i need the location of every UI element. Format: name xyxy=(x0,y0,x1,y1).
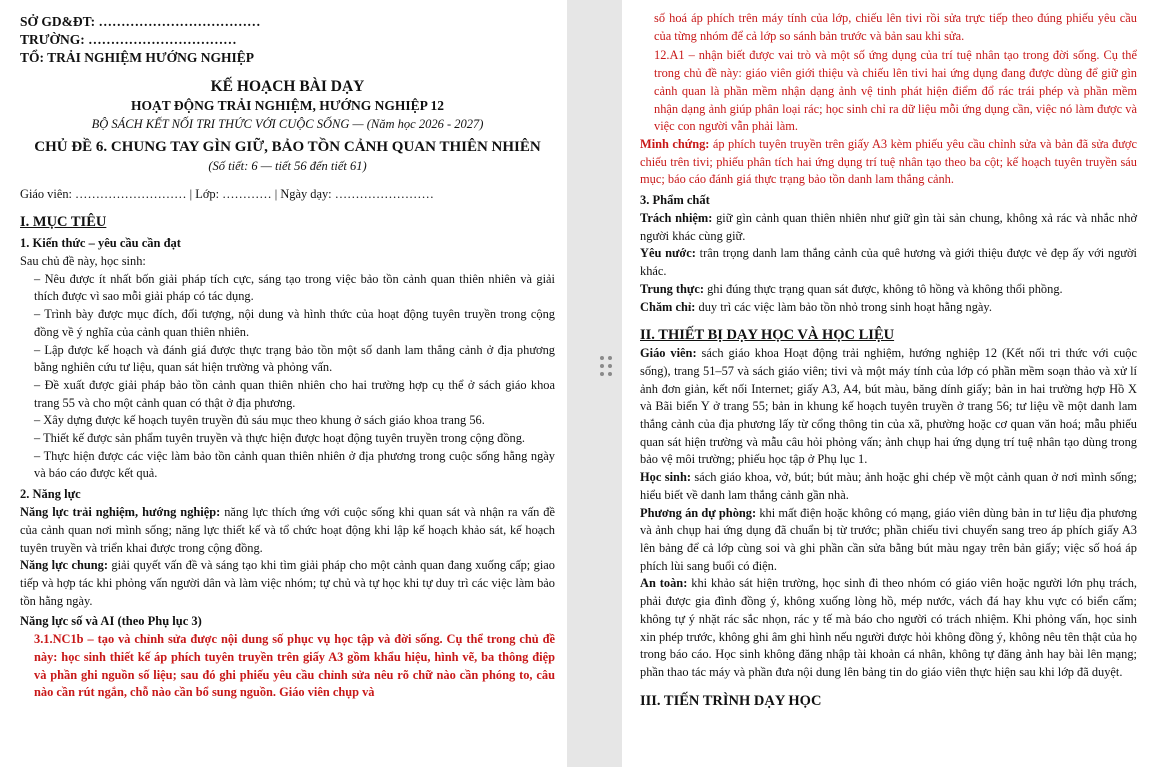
goal-item: – Thiết kế được sản phẩm tuyên truyền và thực hiện được hoạt động tuyên truyền trong cộng đồng. xyxy=(34,431,526,446)
goal-item: – Trình bày được mục đích, đối tượng, nội dung và hình thức của hoạt động tuyên truyền trong cộng đồng về ý nghĩa của cảnh quan thiên nhiên. xyxy=(34,307,555,339)
nc1b-continued: số hoá áp phích trên máy tính của lớp, chiếu lên tivi rồi sửa trực tiếp theo đúng phiếu yêu cầu của từng nhóm để cả lớp so sánh bản trước và bản sau khi sửa. xyxy=(654,11,1137,43)
equipment-student: Học sinh: sách giáo khoa, vở, bút; bút màu; ảnh hoặc ghi chép về một cảnh quan ở nơi mình sống; hiểu biết về danh lam thắng cảnh gần nhà. xyxy=(640,470,1137,502)
goal-item: – Lập được kế hoạch và đánh giá được thực trạng bảo tồn một số danh lam thắng cảnh ở địa phương bằng nghiên cứu tư liệu, quan sát hiện trường và phỏng vấn. xyxy=(34,342,555,375)
drag-handle-icon[interactable] xyxy=(600,356,614,378)
teacher-class-date-line: Giáo viên: ……………………… | Lớp: ………… | Ngày dạy: …………………… xyxy=(20,187,434,201)
quality-item: Chăm chỉ: duy trì các việc làm bảo tồn nhỏ trong sinh hoạt hằng ngày. xyxy=(640,299,992,314)
equipment-teacher: Giáo viên: sách giáo khoa Hoạt động trải nghiệm, hướng nghiệp 12 (Kết nối tri thức với cuộc sống), trang 51–57 và sách giáo viên; tivi và một máy tính của lớp có phần mềm soạn thảo và xử lí ảnh đơn giản, kết nối Internet; giấy A3, A4, bút màu, băng dính giấy; bản in hai trường hợp Hồ X và Bãi biển Y ở trang 55; bản in khung kế hoạch tuyên truyền ở trang 56; tư liệu về một danh lam thắng cảnh của địa phương lấy từ cổng thông tin của xã, phường hoặc cơ quan văn hoá; mẫu phiếu quan sát hiện trường và mẫu câu hỏi phỏng vấn; ảnh chụp hai ứng dụng trí tuệ nhân tạo dùng trong bảo vệ môi trường; phiếu học tập ở Phụ lục 1. xyxy=(640,346,1137,467)
header-truong: TRƯỜNG: …………………………… xyxy=(20,32,237,47)
goal-item: – Đề xuất được giải pháp bảo tồn cảnh quan thiên nhiên cho hai trường hợp cụ thể ở sách giáo khoa trang 55 và cho một cảnh quan có thật ở địa phương. xyxy=(34,377,555,410)
subsection-qualities: 3. Phẩm chất xyxy=(640,193,710,208)
document-page-left xyxy=(0,0,567,767)
equipment-safety: An toàn: khi khảo sát hiện trường, học sinh đi theo nhóm có giáo viên hoặc người lớn phụ trách, phải được gia đình đồng ý, không xuống lòng hồ, mép nước, vách đá hay khu vực có biển cấm; không tự ý nhặt rác sắc nhọn, rác y tế mà báo cho người có trách nhiệm. Khi phỏng vấn, học sinh xin phép trước, không ghi âm ghi hình nếu người được hỏi không đồng ý, không nêu tên thật của họ trong báo cáo. Học sinh không đăng nhập tài khoản cá nhân, không tự đăng ảnh hay bài lên mạng; phần thao tác máy và phần đưa nội dung lên bảng tin do giáo viên thực hiện sau khi lớp đã duyệt. xyxy=(640,576,1137,679)
header-so: SỞ GD&ĐT: ……………………………… xyxy=(20,14,261,29)
book-series: BỘ SÁCH KẾT NỐI TRI THỨC VỚI CUỘC SỐNG — (Năm học 2026 - 2027) xyxy=(91,117,484,131)
competency-nc1b: 3.1.NC1b – tạo và chỉnh sửa được nội dung số phục vụ học tập và đời sống. Cụ thể trong chủ đề này: học sinh thiết kế áp phích tuyên truyền trên giấy A3 gồm khẩu hiệu, hình vẽ, ba thông điệp và phần ghi nguồn số liệu; sau đó ghi phiếu yêu cầu chỉnh sửa nêu rõ chữ nào cần phóng to, câu nào cần rút ngắn, chỗ nào cần bổ sung nguồn. Giáo viên chụp và xyxy=(34,632,555,700)
evidence-paragraph: Minh chứng: áp phích tuyên truyền trên giấy A3 kèm phiếu yêu cầu chỉnh sửa và bản đã sửa được chiếu trên tivi; phiếu phân tích hai ứng dụng trí tuệ nhân tạo theo ba cột; kế hoạch tuyên truyền sáu mục; báo cáo đánh giá thực trạng bảo tồn danh lam thắng cảnh. xyxy=(640,136,1137,187)
plan-title: KẾ HOẠCH BÀI DẠY xyxy=(210,78,365,95)
equipment-backup-plan: Phương án dự phòng: khi mất điện hoặc không có mạng, giáo viên dùng bản in tư liệu địa phương và ảnh chụp hai ứng dụng đã chuẩn bị từ trước; phần chiếu tivi chuyển sang treo áp phích giấy A3 lên bảng để cả lớp cùng soi và ghi phần cần sửa bằng bút màu ngay trên bản giấy; việc số hoá áp phích lùi sang buổi có điện. xyxy=(640,505,1137,573)
subsection-knowledge: 1. Kiến thức – yêu cầu cần đạt xyxy=(20,236,181,250)
section-objectives: I. MỤC TIÊU xyxy=(20,214,107,230)
quality-item: Trung thực: ghi đúng thực trạng quan sát được, không tô hồng và không thổi phồng. xyxy=(640,281,1063,296)
page-gap xyxy=(567,0,622,767)
competency-a1: 12.A1 – nhận biết được vai trò và một số ứng dụng của trí tuệ nhân tạo trong đời sống. Cụ thể trong chủ đề này: giáo viên giới thiệu và chiếu lên tivi hai ứng dụng đang được dùng để giữ gìn cảnh quan là phần mềm nhận dạng ảnh vệ tinh phát hiện điểm đổ rác trái phép và phần mềm nhận dạng ảnh giúp phân loại rác; học sinh chỉ ra dữ liệu mỗi ứng dụng cần, việc nó làm được và việc con người vẫn phải làm. xyxy=(654,48,1137,134)
quality-item: Yêu nước: trân trọng danh lam thắng cảnh của quê hương và giới thiệu được vẻ đẹp ấy với người khác. xyxy=(640,246,1137,279)
quality-item: Trách nhiệm: giữ gìn cảnh quan thiên nhiên như giữ gìn tài sản chung, không xả rác và nhắc nhở người khác cùng giữ. xyxy=(640,211,1137,243)
topic-title: CHỦ ĐỀ 6. CHUNG TAY GÌN GIỮ, BẢO TỒN CẢNH QUAN THIÊN NHIÊN xyxy=(34,139,541,155)
document-page-right xyxy=(622,0,1150,767)
lesson-count: (Số tiết: 6 — tiết 56 đến tiết 61) xyxy=(208,159,367,173)
section-equipment: II. THIẾT BỊ DẠY HỌC VÀ HỌC LIỆU xyxy=(640,327,895,344)
competency-general: Năng lực chung: giải quyết vấn đề và sáng tạo khi tìm giải pháp cho một cảnh quan đang xuống cấp; giao tiếp và hợp tác khi phỏng vấn người dân và làm việc nhóm; tự chủ và tự học khi tự duy trì các việc làm bảo tồn hằng ngày. xyxy=(20,558,555,608)
intro-text: Sau chủ đề này, học sinh: xyxy=(20,254,146,268)
header-to: TỔ: TRẢI NGHIỆM HƯỚNG NGHIỆP xyxy=(20,50,255,65)
goal-item: – Xây dựng được kế hoạch tuyên truyền đủ sáu mục theo khung ở sách giáo khoa trang 56. xyxy=(34,413,485,428)
section-teaching-process: III. TIẾN TRÌNH DẠY HỌC xyxy=(640,692,822,709)
goal-item: – Nêu được ít nhất bốn giải pháp tích cực, sáng tạo trong việc bảo tồn cảnh quan thiên nhiên và giải thích được vì sao mỗi giải pháp có tác dụng. xyxy=(34,271,555,304)
plan-subtitle: HOẠT ĐỘNG TRẢI NGHIỆM, HƯỚNG NGHIỆP 12 xyxy=(131,98,444,113)
goal-item: – Thực hiện được các việc làm bảo tồn cảnh quan thiên nhiên ở địa phương trong cuộc sống hằng ngày và báo cáo được kết quả. xyxy=(34,448,555,481)
subsection-competencies: 2. Năng lực xyxy=(20,487,81,502)
competency-experience: Năng lực trải nghiệm, hướng nghiệp: năng lực thích ứng với cuộc sống khi quan sát và nhận ra vấn đề của cảnh quan nơi mình sống; năng lực thiết kế và tổ chức hoạt động khi lập kế hoạch khảo sát, kế hoạch tuyên truyền và triển khai được trong cộng đồng. xyxy=(20,505,555,555)
competency-digital-ai: Năng lực số và AI (theo Phụ lục 3) xyxy=(20,614,202,629)
